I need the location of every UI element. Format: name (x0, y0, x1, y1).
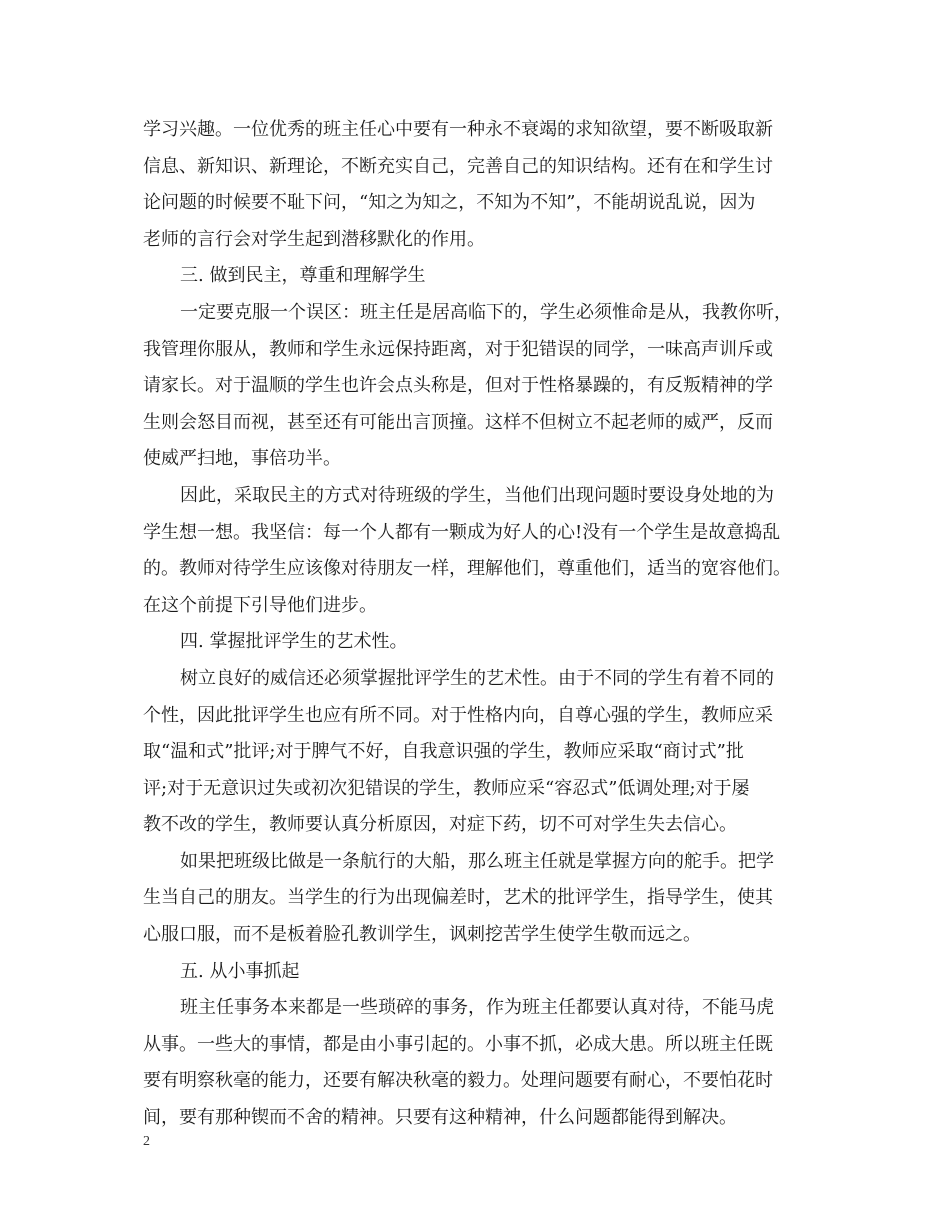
paragraph-first-line: 因此，采取民主的方式对待班级的学生，当他们出现问题时要设身处地的为 (180, 484, 774, 506)
text-line: 生当自己的朋友。当学生的行为出现偏差时，艺术的批评学生，指导学生，使其 (143, 887, 773, 909)
text-line: 评;对于无意识过失或初次犯错误的学生，教师应采“容忍式”低调处理;对于屡 (143, 777, 750, 799)
paragraph-first-line: 如果把班级比做是一条航行的大船，那么班主任就是掌握方向的舵手。把学 (180, 850, 774, 872)
paragraph-first-line: 班主任事务本来都是一些琐碎的事务，作为班主任都要认真对待，不能马虎 (180, 997, 774, 1019)
text-line: 的。教师对待学生应该像对待朋友一样，理解他们，尊重他们，适当的宽容他们。 (143, 558, 791, 580)
page-number: 2 (143, 1134, 150, 1149)
paragraph-first-line: 五. 从小事抓起 (180, 960, 300, 982)
text-line: 我管理你服从，教师和学生永远保持距离，对于犯错误的同学，一味高声训斥或 (143, 338, 773, 360)
text-line: 老师的言行会对学生起到潜移默化的作用。 (143, 228, 485, 250)
text-line: 信息、新知识、新理论，不断充实自己，完善自己的知识结构。还有在和学生讨 (143, 155, 773, 177)
text-line: 学习兴趣。一位优秀的班主任心中要有一种永不衰竭的求知欲望，要不断吸取新 (143, 119, 773, 140)
text-line: 学生想一想。我坚信：每一个人都有一颗成为好人的心!没有一个学生是故意捣乱 (143, 521, 781, 543)
paragraph-first-line: 一定要克服一个误区：班主任是居高临下的，学生必须惟命是从，我教你听， (180, 301, 792, 323)
text-line: 生则会怒目而视，甚至还有可能出言顶撞。这样不但树立不起老师的威严，反而 (143, 411, 773, 433)
text-line: 心服口服，而不是板着脸孔教训学生，讽刺挖苦学生使学生敬而远之。 (143, 924, 701, 946)
text-line: 间，要有那种锲而不舍的精神。只要有这种精神，什么问题都能得到解决。 (143, 1107, 737, 1129)
paragraph-first-line: 三. 做到民主，尊重和理解学生 (180, 265, 426, 287)
paragraph-first-line: 四. 掌握批评学生的艺术性。 (180, 631, 408, 653)
text-line: 使威严扫地，事倍功半。 (143, 448, 341, 470)
text-line: 论问题的时候要不耻下问，“知之为知之，不知为不知”，不能胡说乱说，因为 (143, 192, 756, 214)
text-line: 教不改的学生，教师要认真分析原因，对症下药，切不可对学生失去信心。 (143, 814, 737, 836)
text-line: 请家长。对于温顺的学生也许会点头称是，但对于性格暴躁的，有反叛精神的学 (143, 375, 773, 397)
document-body (143, 112, 818, 1137)
text-line: 取“温和式”批评;对于脾气不好，自我意识强的学生，教师应采取“商讨式”批 (143, 741, 744, 763)
paragraph-first-line: 树立良好的威信还必须掌握批评学生的艺术性。由于不同的学生有着不同的 (180, 667, 774, 689)
text-line: 要有明察秋毫的能力，还要有解决秋毫的毅力。处理问题要有耐心，不要怕花时 (143, 1070, 773, 1092)
text-line: 从事。一些大的事情，都是由小事引起的。小事不抓，必成大患。所以班主任既 (143, 1033, 773, 1055)
text-line: 在这个前提下引导他们进步。 (143, 594, 377, 616)
text-line: 个性，因此批评学生也应有所不同。对于性格内向，自尊心强的学生，教师应采 (143, 704, 773, 726)
